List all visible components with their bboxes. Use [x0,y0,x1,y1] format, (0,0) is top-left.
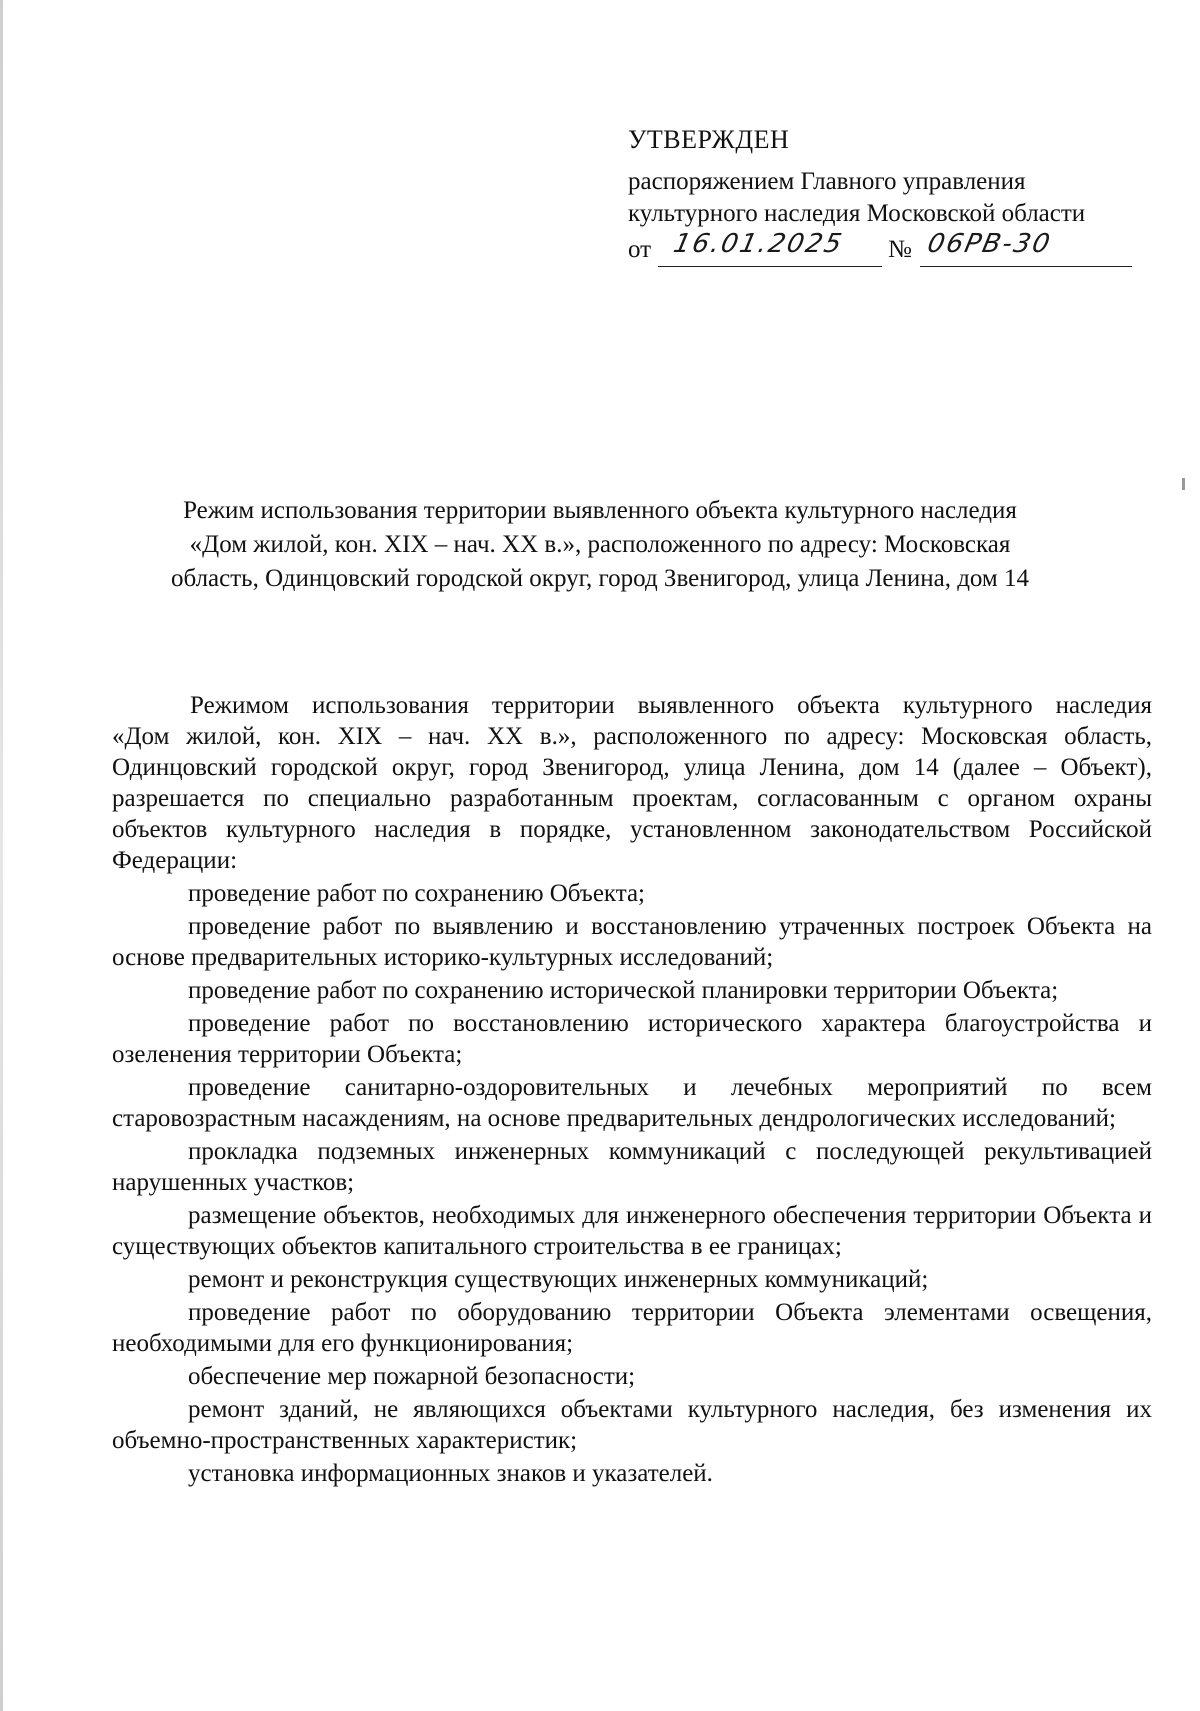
list-item: обеспечение мер пожарной безопасности; [188,1363,636,1390]
list-item: ремонт зданий, не являющихся объектами культурного наследия, без изменения их объемно-пространственных характеристик; [112,1396,1152,1454]
scan-edge [0,0,3,1711]
approval-date-row [628,230,1168,270]
list-item: прокладка подземных инженерных коммуникаций с последующей рекультивацией нарушенных участков; [112,1138,1152,1196]
date-prefix: от [628,236,652,263]
title-line-1: Режим использования территории выявленного объекта культурного наследия [183,497,1017,524]
approval-block [628,124,1168,270]
list-item: установка информационных знаков и указателей. [188,1460,713,1487]
number-sign: № [888,236,912,263]
list-item: проведение санитарно-оздоровительных и лечебных мероприятий по всем старовозрастным насаждениям, на основе предварительных дендрологических исследований; [112,1074,1152,1132]
handwritten-number: 06РВ-30 [924,229,1055,259]
title-line-2: «Дом жилой, кон. XIX – нач. XX в.», расположенного по адресу: Московская [189,531,1011,558]
scan-mark [1182,478,1185,490]
approval-title: УТВЕРЖДЕН [628,125,790,154]
document-title [120,494,1080,596]
list-item: проведение работ по сохранению Объекта; [188,880,646,907]
intro-paragraph: Режимом использования территории выявленного объекта культурного наследия «Дом жилой, кон. XIX – нач. XX в.», расположенного по адресу: Московская область, Одинцовский городской округ, город Звенигород, улица Ленина, дом 14 (далее – Объект), разрешается по специально разработанным проектам, согласованным с органом охраны объектов культурного наследия в порядке, установленном законодательством Российской Федерации: [112,692,1152,874]
list-item: ремонт и реконструкция существующих инженерных коммуникаций; [188,1266,929,1293]
list-item: проведение работ по сохранению исторической планировки территории Объекта; [188,977,1059,1004]
approval-line-1: распоряжением Главного управления [628,168,1026,195]
list-item: проведение работ по восстановлению исторического характера благоустройства и озеленения территории Объекта; [112,1010,1152,1068]
list-item: проведение работ по оборудованию территории Объекта элементами освещения, необходимыми для его функционирования; [112,1299,1152,1357]
title-line-3: область, Одинцовский городской округ, город Звенигород, улица Ленина, дом 14 [170,565,1030,592]
approval-line-2: культурного наследия Московской области [628,200,1086,227]
document-body [112,690,1152,1491]
handwritten-date: 16.01.2025 [670,229,847,259]
list-item: размещение объектов, необходимых для инженерного обеспечения территории Объекта и существующих объектов капитального строительства в ее границах; [112,1202,1152,1260]
list-item: проведение работ по выявлению и восстановлению утраченных построек Объекта на основе предварительных историко-культурных исследований; [112,913,1152,971]
